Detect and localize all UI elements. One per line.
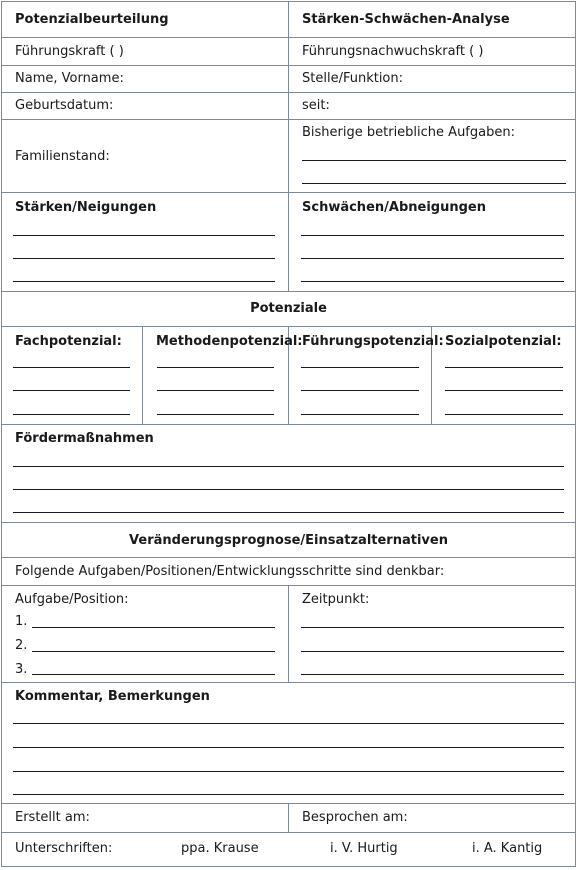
write-line bbox=[13, 723, 564, 724]
write-line bbox=[301, 651, 564, 652]
row-divider bbox=[1, 557, 576, 558]
signature-kantig: i. A. Kantig bbox=[472, 841, 543, 856]
label-seit: seit: bbox=[302, 98, 330, 113]
write-line bbox=[301, 390, 419, 391]
write-line bbox=[32, 651, 275, 652]
write-line bbox=[445, 390, 563, 391]
besprochen-am-label: Besprochen am: bbox=[302, 810, 408, 825]
write-line bbox=[301, 235, 564, 236]
write-line bbox=[301, 674, 564, 675]
write-line bbox=[301, 414, 419, 415]
write-line bbox=[13, 489, 564, 490]
write-line bbox=[445, 367, 563, 368]
label-geburtsdatum: Geburtsdatum: bbox=[15, 98, 114, 113]
label-nachwuchskraft: Führungsnachwuchskraft ( ) bbox=[302, 44, 484, 59]
signature-krause: ppa. Krause bbox=[181, 841, 259, 856]
write-line bbox=[13, 747, 564, 748]
write-line bbox=[302, 160, 566, 161]
label-familienstand: Familienstand: bbox=[15, 149, 110, 164]
item-number-1: 1. bbox=[15, 614, 28, 629]
zeitpunkt-label: Zeitpunkt: bbox=[302, 592, 370, 607]
write-line bbox=[302, 183, 566, 184]
prognose-intro: Folgende Aufgaben/Positionen/Entwicklungsschritte sind denkbar: bbox=[15, 564, 445, 579]
write-line bbox=[445, 414, 563, 415]
write-line bbox=[13, 235, 275, 236]
write-line bbox=[13, 794, 564, 795]
kommentar-title: Kommentar, Bemerkungen bbox=[15, 689, 210, 704]
foerdermassnahmen-title: Fördermaßnahmen bbox=[15, 431, 154, 446]
item-number-3: 3. bbox=[15, 662, 28, 677]
erstellt-am-label: Erstellt am: bbox=[15, 810, 90, 825]
write-line bbox=[301, 627, 564, 628]
aufgabe-position-label: Aufgabe/Position: bbox=[15, 592, 129, 607]
label-fuehrungskraft: Führungskraft ( ) bbox=[15, 44, 124, 59]
write-line bbox=[13, 390, 130, 391]
write-line bbox=[32, 627, 275, 628]
write-line bbox=[301, 281, 564, 282]
write-line bbox=[13, 771, 564, 772]
column-divider bbox=[288, 803, 289, 832]
write-line bbox=[157, 390, 274, 391]
row-divider bbox=[1, 682, 576, 683]
label-stelle: Stelle/Funktion: bbox=[302, 71, 404, 86]
write-line bbox=[32, 674, 275, 675]
header-left-title: Potenzialbeurteilung bbox=[15, 12, 169, 27]
unterschriften-label: Unterschriften: bbox=[15, 841, 113, 856]
weaknesses-title: Schwächen/Abneigungen bbox=[302, 200, 486, 215]
header-right-title: Stärken-Schwächen-Analyse bbox=[302, 12, 510, 27]
label-name: Name, Vorname: bbox=[15, 71, 124, 86]
sozialpotenzial-label: Sozialpotenzial: bbox=[445, 334, 562, 349]
potenziale-title: Potenziale bbox=[250, 301, 327, 316]
fachpotenzial-label: Fachpotenzial: bbox=[15, 334, 122, 349]
strengths-title: Stärken/Neigungen bbox=[15, 200, 157, 215]
column-divider bbox=[288, 1, 289, 291]
prognose-title: Veränderungsprognose/Einsatzalternativen bbox=[129, 533, 448, 548]
column-divider bbox=[142, 326, 143, 424]
label-bisherige-aufgaben: Bisherige betriebliche Aufgaben: bbox=[302, 125, 515, 140]
write-line bbox=[301, 367, 419, 368]
column-divider bbox=[288, 585, 289, 682]
write-line bbox=[13, 281, 275, 282]
write-line bbox=[13, 367, 130, 368]
row-divider bbox=[1, 522, 576, 523]
write-line bbox=[13, 512, 564, 513]
item-number-2: 2. bbox=[15, 638, 28, 653]
methodenpotenzial-label: Methodenpotenzial: bbox=[156, 334, 303, 349]
write-line bbox=[157, 367, 274, 368]
write-line bbox=[13, 466, 564, 467]
write-line bbox=[157, 414, 274, 415]
row-divider bbox=[1, 291, 576, 292]
write-line bbox=[13, 258, 275, 259]
row-divider bbox=[1, 424, 576, 425]
write-line bbox=[301, 258, 564, 259]
signature-hurtig: i. V. Hurtig bbox=[330, 841, 398, 856]
fuehrungspotenzial-label: Führungspotenzial: bbox=[302, 334, 444, 349]
row-divider bbox=[1, 832, 576, 833]
write-line bbox=[13, 414, 130, 415]
